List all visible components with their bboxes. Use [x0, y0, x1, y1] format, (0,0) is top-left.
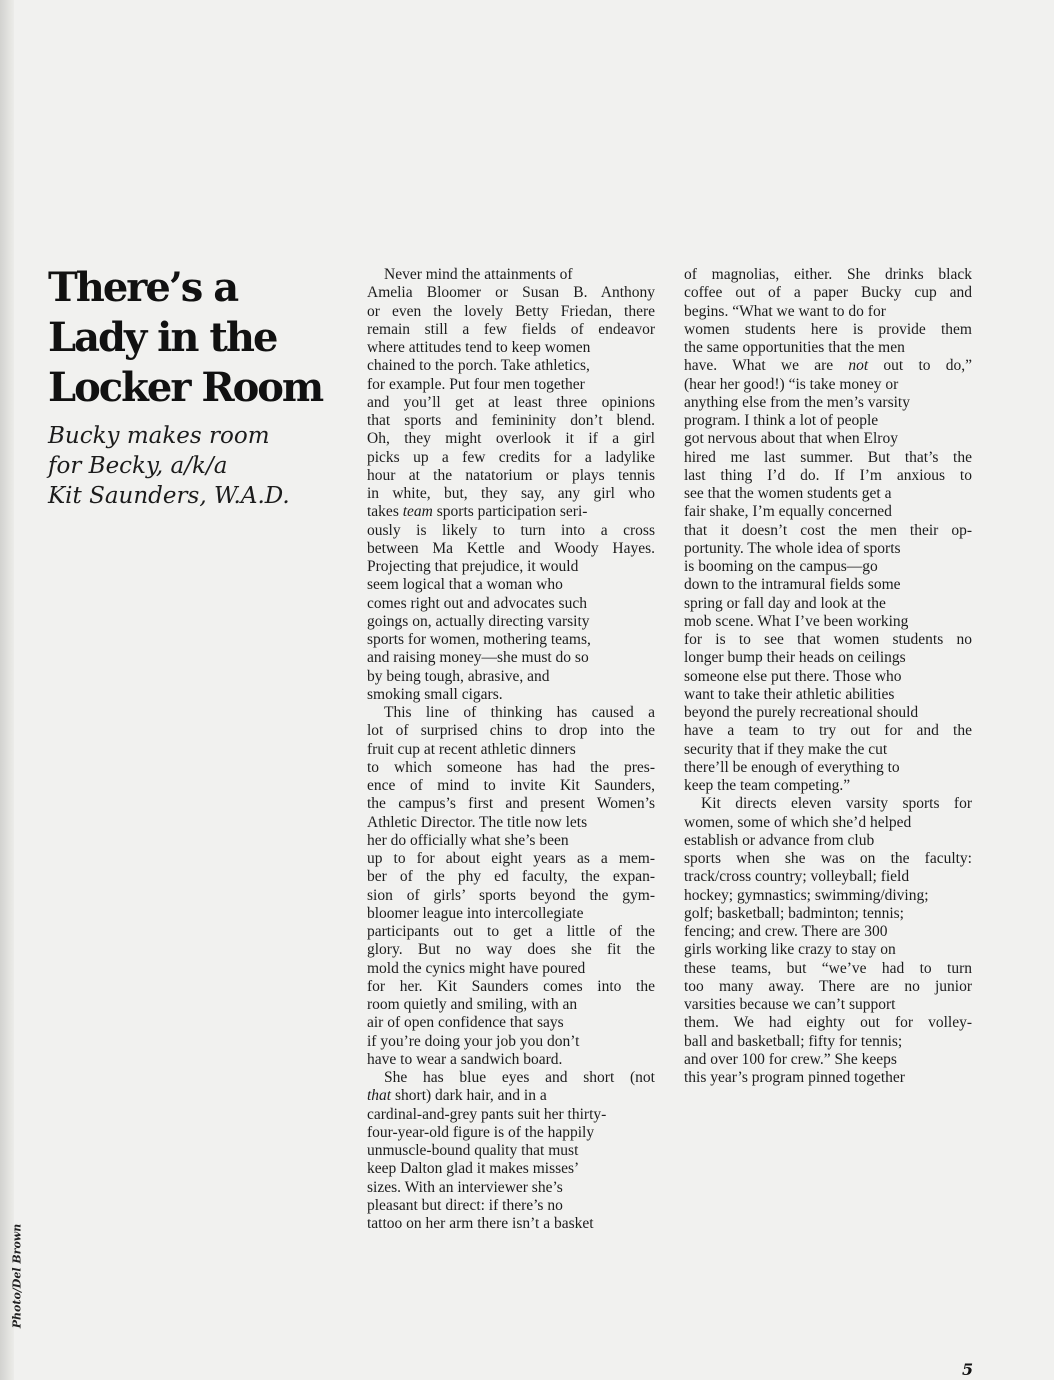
text-line: anything else from the men’s varsity [684, 393, 910, 411]
text-line: for example. Put four men together [367, 375, 585, 393]
text-line: hockey; gymnastics; swimming/diving; [684, 886, 929, 904]
text-line: these teams, but “we’ve had to turn [684, 959, 972, 977]
text-line: sion of girls’ sports beyond the gym- [367, 886, 655, 904]
page-edge-shadow [0, 0, 14, 1380]
text-line: ously is likely to turn into a cross [367, 521, 655, 539]
text-line: that it doesn’t cost the men their op- [684, 521, 972, 539]
text-line: her do officially what she’s been [367, 831, 569, 849]
text-line: Oh, they might overlook it if a girl [367, 430, 655, 448]
text-line: too many away. There are no junior [684, 977, 972, 995]
text-line: to which someone has had the pres- [367, 758, 655, 776]
text-line: (hear her good!) “is take money or [684, 375, 899, 393]
text-line: security that if they make the cut [684, 740, 888, 758]
text-line: for is to see that women students no [684, 631, 972, 648]
deck-line: Kit Saunders, W.A.D. [48, 483, 290, 509]
text-line: coffee out of a paper Bucky cup and [684, 284, 972, 302]
text-line: and you’ll get at least three opinions [367, 393, 655, 411]
text-line: This line of thinking has caused a [384, 704, 655, 721]
text-line: portunity. The whole idea of sports [684, 539, 901, 557]
text-line: someone else put there. Those who [684, 667, 902, 685]
text-line: if you’re doing your job you don’t [367, 1032, 580, 1050]
deck-line: for Becky, a/k/a [48, 453, 228, 479]
text-line: that sports and femininity don’t blend. [367, 412, 655, 429]
text-line: four-year-old figure is of the happily [367, 1123, 595, 1141]
text-line: participants out to get a little of the [367, 923, 655, 940]
text-line: fruit cup at recent athletic dinners [367, 740, 576, 758]
text-line: the campus’s first and present Women’s [367, 795, 655, 813]
text-line: varsities because we can’t support [684, 996, 896, 1013]
article-column-1 [367, 266, 667, 1233]
article-headline [48, 263, 338, 413]
text-line: in white, but, they say, any girl who [367, 485, 655, 502]
headline-block [48, 263, 338, 511]
headline-line: Lady in the [48, 314, 277, 361]
text-line: where attitudes tend to keep women [367, 339, 591, 356]
photo-credit-text: Photo/Del Brown [10, 1223, 24, 1329]
text-line: Never mind the attainments of [384, 266, 573, 283]
text-line: sports when she was on the faculty: [684, 850, 972, 867]
text-line: keep Dalton glad it makes misses’ [367, 1160, 580, 1178]
text-line: remain still a few fields of endeavor [367, 320, 655, 338]
text-line: Kit directs eleven varsity sports for [701, 795, 972, 813]
text-line: women, some of which she’d helped [684, 813, 912, 831]
text-line: the same opportunities that the men [684, 339, 905, 356]
headline-line: There’s a [48, 264, 238, 311]
text-line: takes team sports participation seri- [367, 503, 588, 521]
text-line: bloomer league into intercollegiate [367, 904, 584, 922]
text-line: begins. “What we want to do for [684, 302, 886, 320]
text-line: keep the team competing.” [684, 777, 851, 794]
text-line: see that the women students get a [684, 485, 892, 502]
text-line: She has blue eyes and short (not [384, 1069, 655, 1086]
text-line: chained to the porch. Take athletics, [367, 357, 590, 375]
article-column-2 [684, 266, 984, 1087]
text-line: down to the intramural fields some [684, 576, 901, 594]
text-line: by being tough, abrasive, and [367, 667, 550, 685]
text-line: mob scene. What I’ve been working [684, 612, 909, 630]
text-line: ence of mind to invite Kit Saunders, [367, 777, 655, 794]
text-line: last thing I’d do. If I’m anxious to [684, 466, 972, 484]
text-line: mold the cynics might have poured [367, 959, 586, 977]
text-line: smoking small cigars. [367, 685, 503, 703]
text-line: there’ll be enough of everything to [684, 758, 900, 776]
text-line: have. What we are not out to do,” [684, 357, 972, 375]
text-line: sizes. With an interviewer she’s [367, 1178, 563, 1196]
text-line: unmuscle-bound quality that must [367, 1142, 579, 1159]
text-line: this year’s program pinned together [684, 1069, 905, 1086]
text-line: have a team to try out for and the [684, 722, 972, 740]
text-line: women students here is provide them [684, 320, 972, 338]
text-line: room quietly and smiling, with an [367, 996, 578, 1013]
text-line: comes right out and advocates such [367, 594, 587, 612]
text-line: for her. Kit Saunders comes into the [367, 977, 655, 995]
text-line: ber of the phy ed faculty, the expan- [367, 868, 655, 886]
text-line: pleasant but direct: if there’s no [367, 1196, 563, 1214]
text-line: establish or advance from club [684, 831, 875, 849]
text-line: air of open confidence that says [367, 1014, 564, 1032]
text-line: sports for women, mothering teams, [367, 631, 591, 648]
article-deck [48, 421, 338, 511]
text-line: picks up a few credits for a ladylike [367, 448, 655, 466]
text-line: of magnolias, either. She drinks black [684, 266, 972, 283]
text-line: glory. But no way does she fit the [367, 941, 655, 959]
text-line: track/cross country; volleyball; field [684, 868, 910, 886]
text-line: goings on, actually directing varsity [367, 612, 590, 630]
text-line: them. We had eighty out for volley- [684, 1014, 972, 1032]
text-line: girls working like crazy to stay on [684, 941, 896, 959]
page-number: 5 [962, 1360, 974, 1379]
text-line: beyond the purely recreational should [684, 704, 919, 721]
text-line: fair shake, I’m equally concerned [684, 503, 892, 521]
text-line: fencing; and crew. There are 300 [684, 923, 888, 940]
text-line: program. I think a lot of people [684, 412, 879, 429]
text-line: have to wear a sandwich board. [367, 1050, 563, 1068]
text-line: golf; basketball; badminton; tennis; [684, 904, 904, 922]
text-line: Athletic Director. The title now lets [367, 813, 588, 831]
text-line: spring or fall day and look at the [684, 594, 886, 612]
text-line: between Ma Kettle and Woody Hayes. [367, 539, 655, 557]
text-line: and raising money—she must do so [367, 649, 589, 667]
text-line: ball and basketball; fifty for tennis; [684, 1032, 903, 1050]
text-line: hour at the natatorium or plays tennis [367, 466, 655, 484]
text-line: got nervous about that when Elroy [684, 430, 898, 448]
text-line: or even the lovely Betty Friedan, there [367, 302, 655, 320]
text-line: tattoo on her arm there isn’t a basket [367, 1215, 594, 1232]
text-line: up to for about eight years as a mem- [367, 850, 655, 867]
text-line: longer bump their heads on ceilings [684, 649, 906, 667]
text-line: Projecting that prejudice, it would [367, 558, 579, 575]
deck-line: Bucky makes room [48, 423, 270, 449]
text-line: that short) dark hair, and in a [367, 1087, 547, 1105]
text-line: and over 100 for crew.” She keeps [684, 1050, 897, 1068]
text-line: is booming on the campus—go [684, 558, 878, 575]
photo-credit [4, 1221, 30, 1331]
text-line: want to take their athletic abilities [684, 685, 895, 703]
text-line: Amelia Bloomer or Susan B. Anthony [367, 284, 655, 302]
headline-line: Locker Room [48, 364, 323, 411]
text-line: lot of surprised chins to drop into the [367, 722, 655, 740]
text-line: hired me last summer. But that’s the [684, 448, 972, 466]
text-line: seem logical that a woman who [367, 576, 563, 594]
text-line: cardinal-and-grey pants suit her thirty- [367, 1105, 607, 1123]
